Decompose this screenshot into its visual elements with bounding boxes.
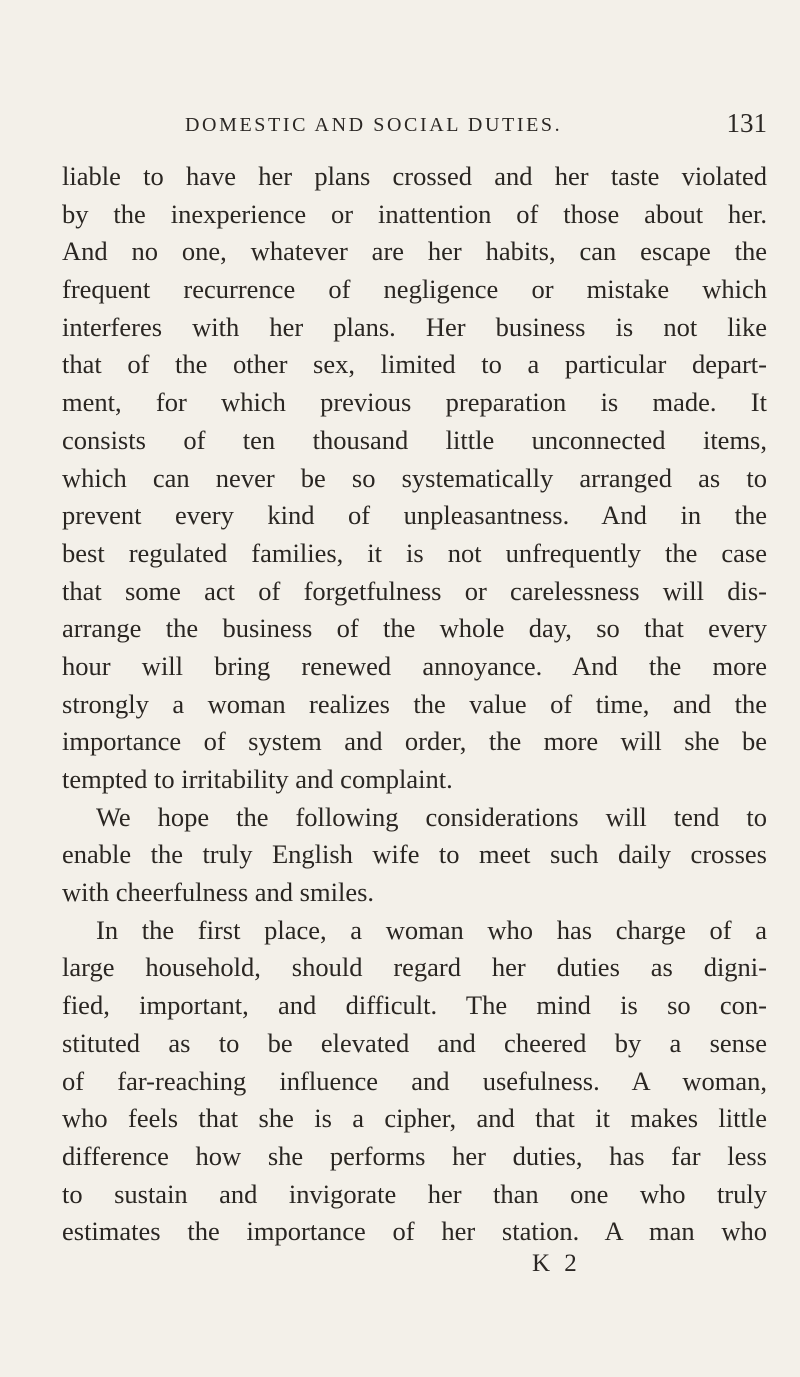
page-number: 131 bbox=[726, 108, 767, 138]
text-line: by the inexperience or inattention of those about her. bbox=[62, 198, 767, 229]
paragraph-end-line: tempted to irritability and complaint. bbox=[62, 764, 453, 794]
text-line: large household, should regard her duties as digni- bbox=[62, 952, 767, 983]
text-line: interferes with her plans. Her business is not like bbox=[62, 311, 767, 342]
text-line: stituted as to be elevated and cheered by a sense bbox=[62, 1027, 767, 1058]
text-line: ment, for which previous preparation is made. It bbox=[62, 387, 767, 418]
text-line: best regulated families, it is not unfrequently the case bbox=[62, 537, 767, 568]
text-line: frequent recurrence of negligence or mistake which bbox=[62, 274, 767, 305]
text-line: hour will bring renewed annoyance. And the more bbox=[62, 650, 767, 681]
text-line: And no one, whatever are her habits, can escape the bbox=[62, 236, 767, 267]
paragraph-start-line: In the first place, a woman who has charge of a bbox=[96, 914, 767, 945]
text-line: arrange the business of the whole day, so that every bbox=[62, 613, 767, 644]
text-line: to sustain and invigorate her than one who truly bbox=[62, 1178, 767, 1209]
text-line: that some act of forgetfulness or carelessness will dis- bbox=[62, 575, 767, 606]
text-line: strongly a woman realizes the value of time, and the bbox=[62, 688, 767, 719]
text-line: fied, important, and difficult. The mind is so con- bbox=[62, 990, 767, 1021]
paragraph-end-line: with cheerfulness and smiles. bbox=[62, 877, 375, 908]
running-head bbox=[90, 108, 767, 144]
text-line: prevent every kind of unpleasantness. And in the bbox=[62, 500, 767, 531]
text-line: which can never be so systematically arranged as to bbox=[62, 462, 767, 493]
text-line: enable the truly English wife to meet such daily crosses bbox=[62, 839, 767, 870]
text-line: liable to have her plans crossed and her taste violated bbox=[62, 161, 767, 191]
text-line: importance of system and order, the more will she be bbox=[62, 726, 767, 757]
text-line: that of the other sex, limited to a particular depart- bbox=[62, 349, 767, 380]
body-text bbox=[62, 158, 767, 1251]
text-line: who feels that she is a cipher, and that it makes little bbox=[62, 1103, 767, 1134]
text-line: consists of ten thousand little unconnected items, bbox=[62, 424, 767, 455]
running-head-title: DOMESTIC AND SOCIAL DUTIES. bbox=[185, 114, 563, 136]
signature-mark: K 2 bbox=[532, 1250, 581, 1277]
text-line: of far-reaching influence and usefulness. A woman, bbox=[62, 1065, 767, 1096]
paragraph-start-line: We hope the following considerations will tend to bbox=[96, 801, 767, 832]
text-line: difference how she performs her duties, has far less bbox=[62, 1140, 767, 1171]
text-line: estimates the importance of her station. A man who bbox=[62, 1216, 767, 1247]
